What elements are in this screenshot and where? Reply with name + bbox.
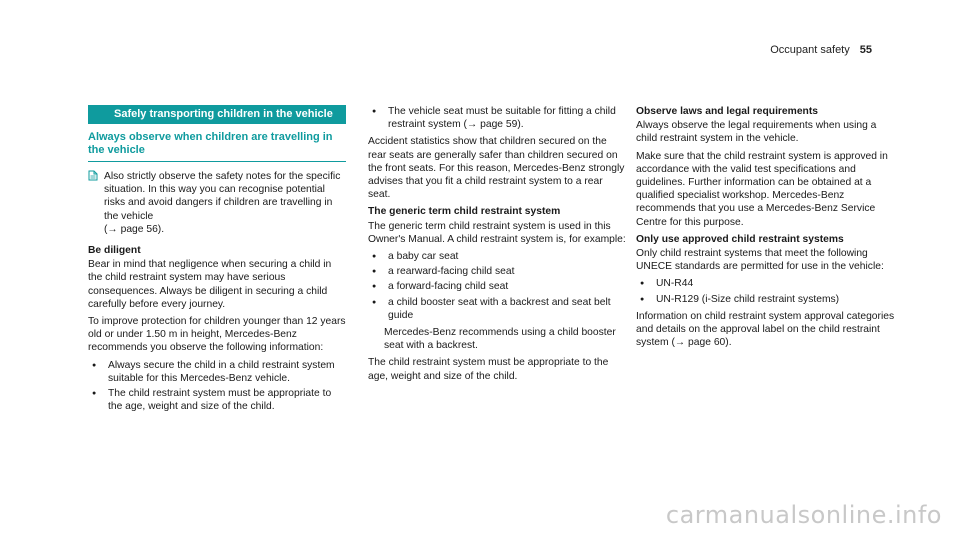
bullet-dot: ● [372,298,377,306]
bullet-dot: ● [372,268,377,276]
section-title: Occupant safety [770,44,850,56]
column-3 [636,105,898,353]
info-note [88,170,346,240]
list-item: ● a forward-facing child seat [368,280,626,293]
bullet-dot: ● [372,253,377,261]
column-2 [368,105,626,387]
heading-laws: Observe laws and legal requirements [636,106,818,117]
list-item: ● a child booster seat with a backrest and seat belt guide [368,296,626,322]
list-item: ● a rearward-facing child seat [368,265,626,278]
heading-approved-systems: Only use approved child restraint systems [636,233,844,245]
list-item: ● UN-R44 [636,277,898,290]
paragraph: Always observe the legal requirements when using a child restraint system in the vehicle. [636,120,877,145]
bullet-list [368,250,626,322]
bullet-dot: ● [92,390,97,398]
paragraph: Information on child restraint system approval categories and details on the approval label on the child restraint system (→ page 60). [636,310,895,349]
paragraph: Accident statistics show that children secured on the rear seats are generally safer than children secured on the front seats. For this reason, Mercedes-Benz strongly advises that you fit a child restraint system to a rear seat. [368,136,625,201]
list-item: ● The vehicle seat must be suitable for fitting a child restraint system (→ page 59). [368,105,626,131]
bullet-list [88,359,346,414]
paragraph: The generic term child restraint system is used in this Owner's Manual. A child restraint system is, for example: [368,220,626,245]
bullet-list [368,105,626,131]
section-subtitle: Always observe when children are travelling in the vehicle [88,131,346,162]
list-item: ● UN-R129 (i-Size child restraint systems) [636,293,898,306]
watermark: carmanualsonline.info [665,501,942,529]
bullet-dot: ● [640,280,645,288]
list-item: ● a baby car seat [368,250,626,263]
note-page-link[interactable]: (→ page 56). [104,223,165,235]
list-item: ● Always secure the child in a child restraint system suitable for this Mercedes-Benz vehicle. [88,359,346,385]
paragraph: Make sure that the child restraint system is approved in accordance with the valid test specifications and guidelines. Further information can be obtained at a qualified specialist workshop. Mercedes-Benz recommends that you use a Mercedes-Benz Service Centre for this purpose. [636,150,888,228]
paragraph: The child restraint system must be appropriate to the age, weight and size of the child. [368,357,609,382]
bullet-dot: ● [92,361,97,369]
info-note-icon [88,170,104,240]
section-banner: Safely transporting children in the vehicle [88,105,346,124]
paragraph: To improve protection for children younger than 12 years old or under 1.50 m in height, Mercedes-Benz recommends you observe the following information: [88,316,346,354]
indented-note: Mercedes-Benz recommends using a child booster seat with a backrest. [384,327,616,352]
bullet-list [636,277,898,305]
page-header [770,44,872,56]
column-1 [88,105,346,417]
heading-generic-term: The generic term child restraint system [368,206,561,218]
bullet-dot: ● [640,295,645,303]
paragraph: Only child restraint systems that meet the following UNECE standards are permitted for use in the vehicle: [636,248,884,273]
note-text: Also strictly observe the safety notes for the specific situation. In this way you can recognise potential risks and avoid dangers if children are travelling in the vehicle [104,171,341,222]
bullet-dot: ● [372,283,377,291]
page-number: 55 [859,44,872,56]
paragraph: Bear in mind that negligence when securing a child in the child restraint system may have serious consequences. Always be diligent in securing a child carefully before every journey. [88,259,332,310]
heading-be-diligent: Be diligent [88,245,141,257]
bullet-dot: ● [372,108,377,115]
list-item: ● The child restraint system must be appropriate to the age, weight and size of the child. [88,387,346,413]
